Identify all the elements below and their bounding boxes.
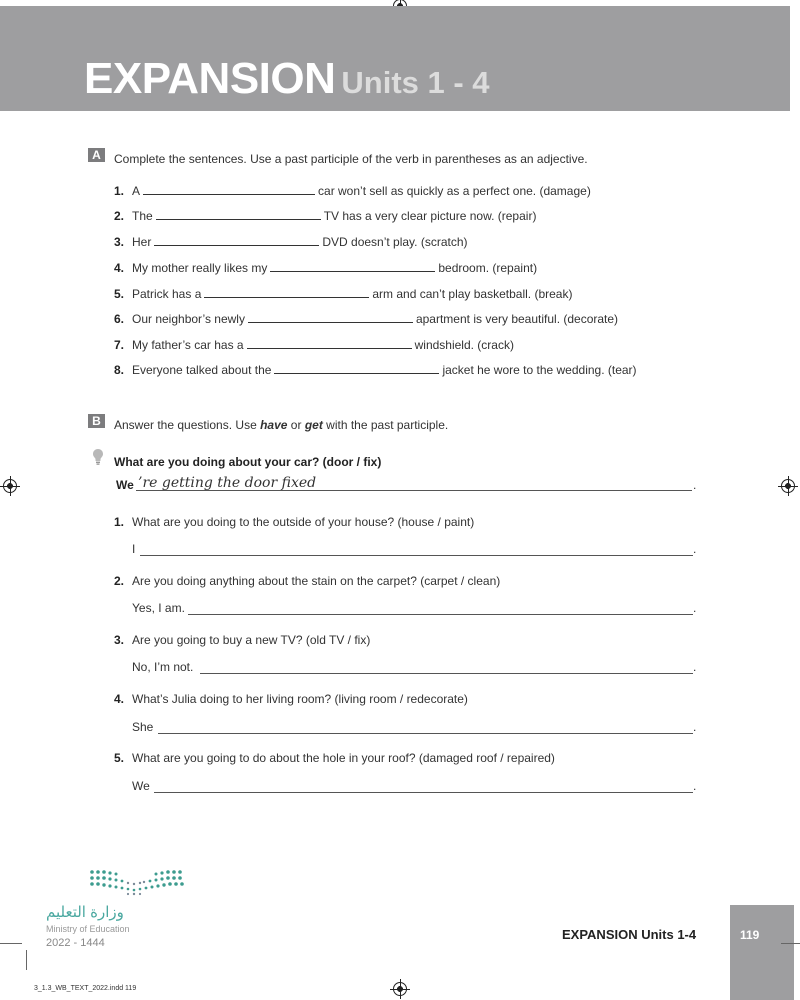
answer-line-3[interactable] <box>200 673 693 674</box>
section-a-item-5 <box>114 287 572 301</box>
question-text: What’s Julia doing to her living room? (living room / redecorate) <box>132 692 468 706</box>
item-number: 4. <box>114 692 125 706</box>
item-number: 3. <box>114 633 125 647</box>
page-number-tab <box>730 905 794 1000</box>
example-handwritten-answer: ’re getting the door fixed <box>138 475 317 491</box>
item-text-after: bedroom. (repaint) <box>438 261 538 275</box>
answer-blank[interactable] <box>248 312 413 323</box>
question-text: Are you going to buy a new TV? (old TV / fix) <box>132 633 371 647</box>
answer-line-1[interactable] <box>140 555 693 556</box>
item-number: 1. <box>114 515 125 529</box>
answer-blank[interactable] <box>204 287 369 298</box>
lightbulb-icon <box>93 449 103 465</box>
item-number: 3. <box>114 235 125 249</box>
answer-blank[interactable] <box>270 261 435 272</box>
section-a-item-7 <box>114 338 514 352</box>
instruction-get: get <box>304 418 323 432</box>
answer-blank[interactable] <box>143 184 315 195</box>
item-text-after: arm and can’t play basketball. (break) <box>372 287 573 301</box>
page-header <box>0 6 790 111</box>
page-title <box>84 54 490 104</box>
answer-period-2: . <box>693 601 697 615</box>
item-text-before: Our neighbor’s newly <box>132 312 245 326</box>
ministry-name-english: Ministry of Education <box>46 924 130 934</box>
instruction-text: Answer the questions. Use <box>114 418 257 432</box>
answer-period-3: . <box>693 660 697 674</box>
question-text: What are you doing to the outside of your house? (house / paint) <box>132 515 475 529</box>
item-text-before: A <box>132 184 141 198</box>
question-text: Are you doing anything about the stain on the carpet? (carpet / clean) <box>132 574 501 588</box>
section-a-item-1 <box>114 184 591 198</box>
registration-mark-left <box>3 479 17 493</box>
answer-start-1: I <box>132 542 136 556</box>
example-question: What are you doing about your car? (door / fix) <box>114 455 382 469</box>
crop-mark <box>0 943 22 944</box>
crop-mark <box>781 943 800 944</box>
answer-start-4: She <box>132 720 154 734</box>
example-period: . <box>693 478 697 492</box>
item-number: 5. <box>114 751 125 765</box>
answer-line-4[interactable] <box>158 733 693 734</box>
item-number: 8. <box>114 363 125 377</box>
header-title-main: EXPANSION <box>84 54 336 103</box>
instruction-text-end: with the past participle. <box>326 418 449 432</box>
answer-period-5: . <box>693 779 697 793</box>
footer-title: EXPANSION Units 1-4 <box>562 927 697 942</box>
section-b-instruction <box>114 418 448 432</box>
item-text-before: Patrick has a <box>132 287 202 301</box>
ministry-year: 2022 - 1444 <box>46 937 105 949</box>
item-number: 1. <box>114 184 125 198</box>
item-number: 2. <box>114 209 125 223</box>
answer-blank[interactable] <box>156 209 321 220</box>
item-number: 7. <box>114 338 125 352</box>
item-number: 5. <box>114 287 125 301</box>
item-text-after: TV has a very clear picture now. (repair) <box>323 209 537 223</box>
section-b-question-2 <box>114 574 500 588</box>
answer-period-1: . <box>693 542 697 556</box>
example-answer-start: We <box>116 478 134 492</box>
example-answer-line <box>136 490 692 491</box>
section-b-question-3 <box>114 633 370 647</box>
section-a-item-8 <box>114 363 637 377</box>
answer-start-3: No, I’m not. <box>132 660 194 674</box>
item-text-after: jacket he wore to the wedding. (tear) <box>442 363 637 377</box>
answer-blank[interactable] <box>274 363 439 374</box>
answer-line-2[interactable] <box>188 614 693 615</box>
section-b-question-4 <box>114 692 468 706</box>
item-text-before: The <box>132 209 153 223</box>
answer-blank[interactable] <box>154 235 319 246</box>
crop-mark <box>26 950 27 970</box>
question-text: What are you going to do about the hole in your roof? (damaged roof / repaired) <box>132 751 555 765</box>
item-text-before: My mother really likes my <box>132 261 268 275</box>
answer-start-5: We <box>132 779 150 793</box>
answer-line-5[interactable] <box>154 792 693 793</box>
item-text-before: Her <box>132 235 152 249</box>
section-a-item-2 <box>114 209 536 223</box>
section-b-question-5 <box>114 751 555 765</box>
item-text-after: windshield. (crack) <box>414 338 514 352</box>
section-a-item-3 <box>114 235 468 249</box>
section-a-item-6 <box>114 312 618 326</box>
page-number: 119 <box>740 928 760 942</box>
ministry-name-arabic: وزارة التعليم <box>46 904 124 921</box>
item-number: 4. <box>114 261 125 275</box>
ministry-logo-icon <box>88 868 184 896</box>
item-number: 2. <box>114 574 125 588</box>
instruction-or: or <box>290 418 302 432</box>
section-a-label: A <box>88 148 105 162</box>
answer-blank[interactable] <box>247 338 412 349</box>
section-b-label: B <box>88 414 105 428</box>
file-info: 3_1.3_WB_TEXT_2022.indd 119 <box>34 985 137 992</box>
registration-mark-bottom <box>393 982 407 996</box>
header-title-units: Units 1 - 4 <box>341 65 490 100</box>
section-a-item-4 <box>114 261 537 275</box>
item-text-before: My father’s car has a <box>132 338 244 352</box>
item-number: 6. <box>114 312 125 326</box>
answer-start-2: Yes, I am. <box>132 601 185 615</box>
answer-period-4: . <box>693 720 697 734</box>
section-a-instruction: Complete the sentences. Use a past participle of the verb in parentheses as an adjective. <box>114 152 588 166</box>
instruction-have: have <box>260 418 288 432</box>
registration-mark-right <box>781 479 795 493</box>
section-b-question-1 <box>114 515 474 529</box>
item-text-before: Everyone talked about the <box>132 363 272 377</box>
item-text-after: DVD doesn’t play. (scratch) <box>322 235 468 249</box>
item-text-after: car won’t sell as quickly as a perfect one. (damage) <box>318 184 591 198</box>
item-text-after: apartment is very beautiful. (decorate) <box>415 312 619 326</box>
